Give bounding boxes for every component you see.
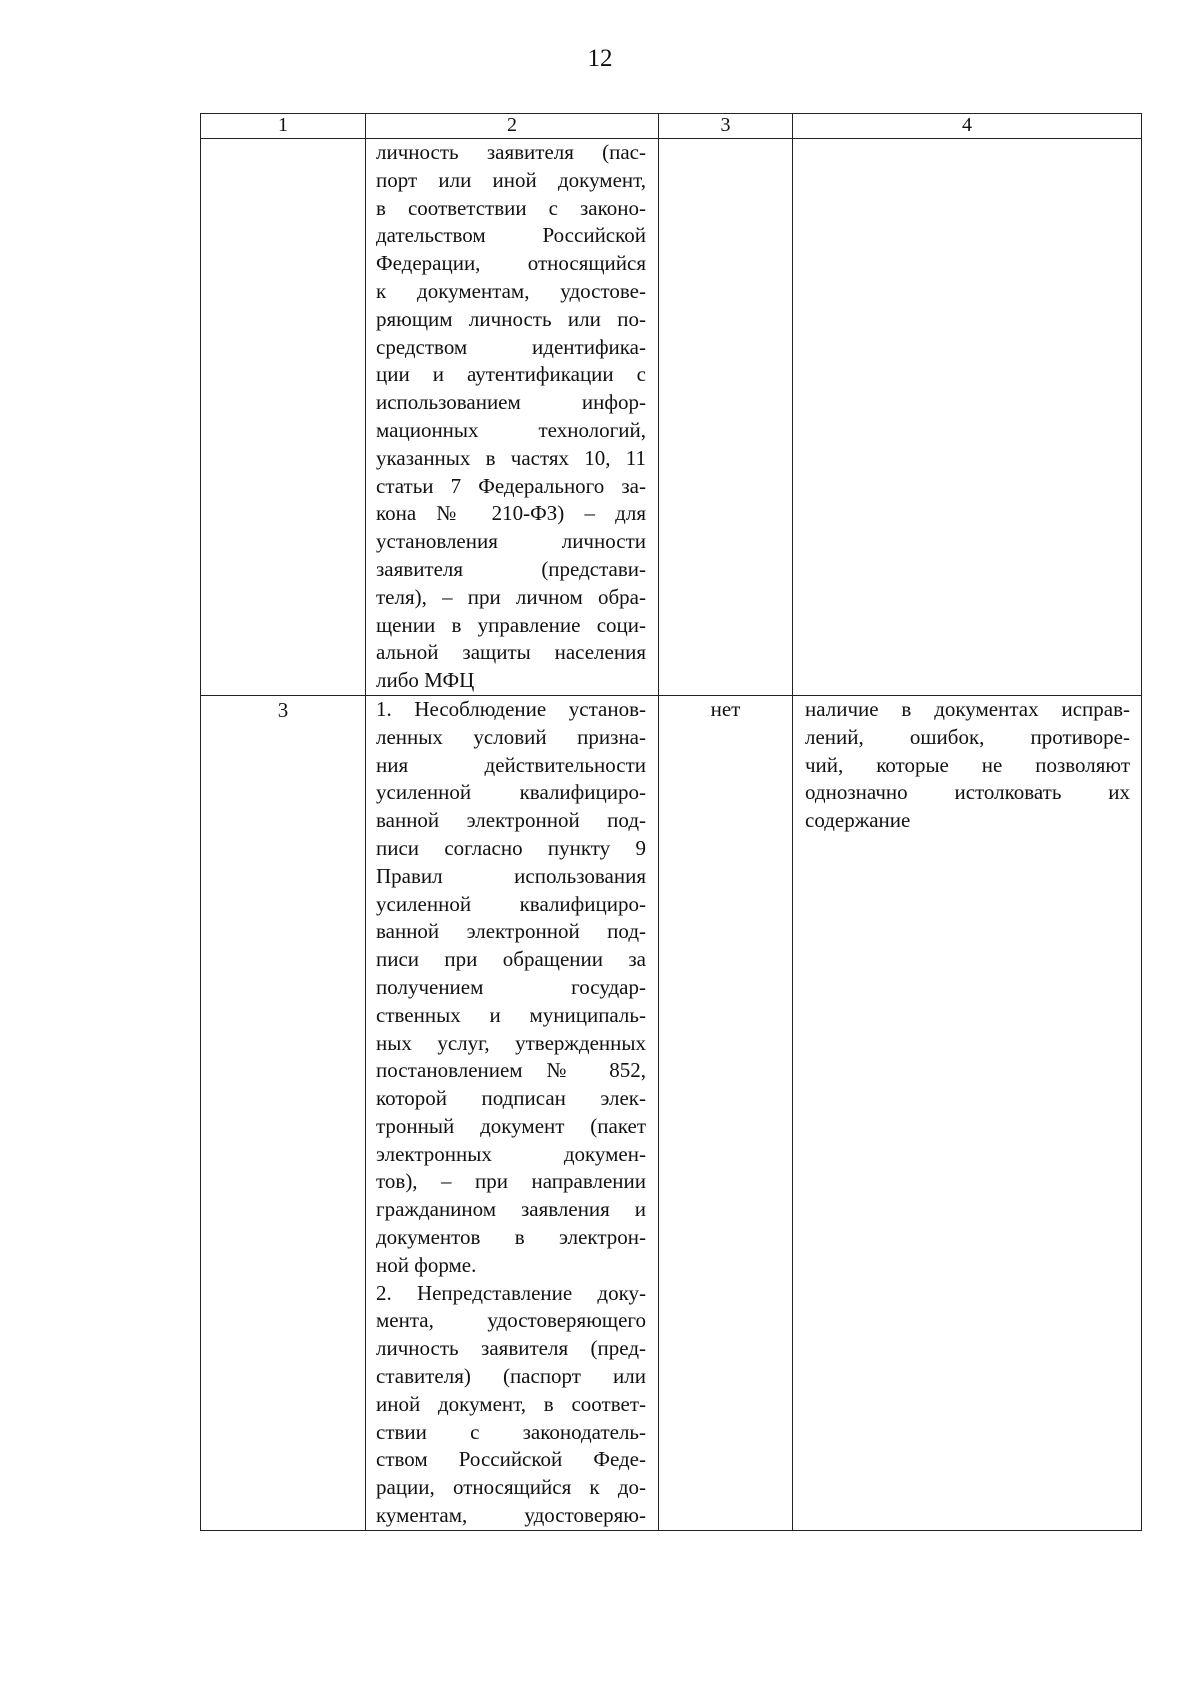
text-line: содержание	[805, 808, 911, 833]
text-line: документов в электрон-	[376, 1225, 646, 1250]
text-line: ции и аутентификации с	[376, 362, 646, 387]
header-cell-2: 2	[366, 114, 659, 139]
header-cell-1: 1	[201, 114, 366, 139]
page-number: 12	[587, 45, 613, 72]
text-line: средством идентифика-	[376, 334, 646, 359]
text-line: гражданином заявления и	[376, 1197, 646, 1222]
text-line: рации, относящийся к до-	[376, 1475, 646, 1500]
text-line: личность заявителя (пред-	[376, 1336, 646, 1361]
text-line: дательством Российской	[376, 223, 646, 248]
text-line: Федерации, относящийся	[376, 251, 646, 276]
text-line: 1. Несоблюдение установ-	[376, 696, 646, 721]
text-line: 2. Непредставление доку-	[376, 1280, 646, 1305]
text-line: чий, которые не позволяют	[805, 752, 1130, 777]
text-line: тов), – при направлении	[376, 1169, 646, 1194]
reason-cell	[366, 139, 659, 696]
text-line: либо МФЦ	[376, 668, 475, 693]
text-line: наличие в документах исправ-	[805, 696, 1130, 721]
table-row	[201, 695, 1142, 1530]
text-line: кументам, удостоверяю-	[376, 1503, 646, 1528]
text-line: щении в управление соци-	[376, 612, 646, 637]
text-line: в соответствии с законо-	[376, 195, 646, 220]
text-line: лений, ошибок, противоре-	[805, 724, 1130, 749]
text-line: ванной электронной под-	[376, 919, 646, 944]
text-line: которой подписан элек-	[376, 1086, 646, 1111]
text-line: усиленной квалифициро-	[376, 891, 646, 916]
text-line: указанных в частях 10, 11	[376, 445, 646, 470]
text-line: мационных технологий,	[376, 417, 646, 442]
reason-cell	[366, 695, 659, 1530]
text-line: ствии с законодатель-	[376, 1419, 646, 1444]
text-line: усиленной квалифициро-	[376, 780, 646, 805]
text-line: получением государ-	[376, 974, 646, 999]
requirements-table	[200, 113, 1142, 1531]
table-row	[201, 139, 1142, 696]
table-header-row	[201, 114, 1142, 139]
text-line: статьи 7 Федерального за-	[376, 473, 646, 498]
text-line: ленных условий призна-	[376, 724, 646, 749]
text-line: писи при обращении за	[376, 947, 646, 972]
grounds-cell	[793, 695, 1142, 1530]
text-line: ственных и муниципаль-	[376, 1002, 646, 1027]
header-cell-3: 3	[659, 114, 793, 139]
text-line: теля), – при личном обра-	[376, 584, 646, 609]
flag-cell	[659, 139, 793, 696]
grounds-cell	[793, 139, 1142, 696]
text-line: порт или иной документ,	[376, 167, 646, 192]
text-line: к документам, удостове-	[376, 278, 646, 303]
text-line: ной форме.	[376, 1252, 477, 1277]
text-line: заявителя (представи-	[376, 556, 646, 581]
text-line: установления личности	[376, 529, 646, 554]
text-line: ния действительности	[376, 752, 646, 777]
text-line: ных услуг, утвержденных	[376, 1030, 646, 1055]
text-line: ряющим личность или по-	[376, 306, 646, 331]
text-line: альной защиты населения	[376, 640, 646, 665]
text-line: писи согласно пункту 9	[376, 835, 646, 860]
text-line: кона № 210-ФЗ) – для	[376, 501, 646, 526]
text-line: электронных докумен-	[376, 1141, 646, 1166]
text-line: мента, удостоверяющего	[376, 1308, 646, 1333]
text-line: однозначно истолковать их	[805, 780, 1130, 805]
text-line: тронный документ (пакет	[376, 1113, 646, 1138]
row-number-cell: 3	[201, 695, 366, 1530]
text-line: использованием инфор-	[376, 390, 646, 415]
flag-cell: нет	[659, 695, 793, 1530]
header-cell-4: 4	[793, 114, 1142, 139]
text-line: ставителя) (паспорт или	[376, 1364, 646, 1389]
text-line: ванной электронной под-	[376, 808, 646, 833]
text-line: Правил использования	[376, 863, 646, 888]
text-line: ством Российской Феде-	[376, 1447, 646, 1472]
text-line: иной документ, в соответ-	[376, 1391, 646, 1416]
text-line: постановлением № 852,	[376, 1058, 646, 1083]
row-number-cell	[201, 139, 366, 696]
text-line: личность заявителя (пас-	[376, 140, 646, 164]
